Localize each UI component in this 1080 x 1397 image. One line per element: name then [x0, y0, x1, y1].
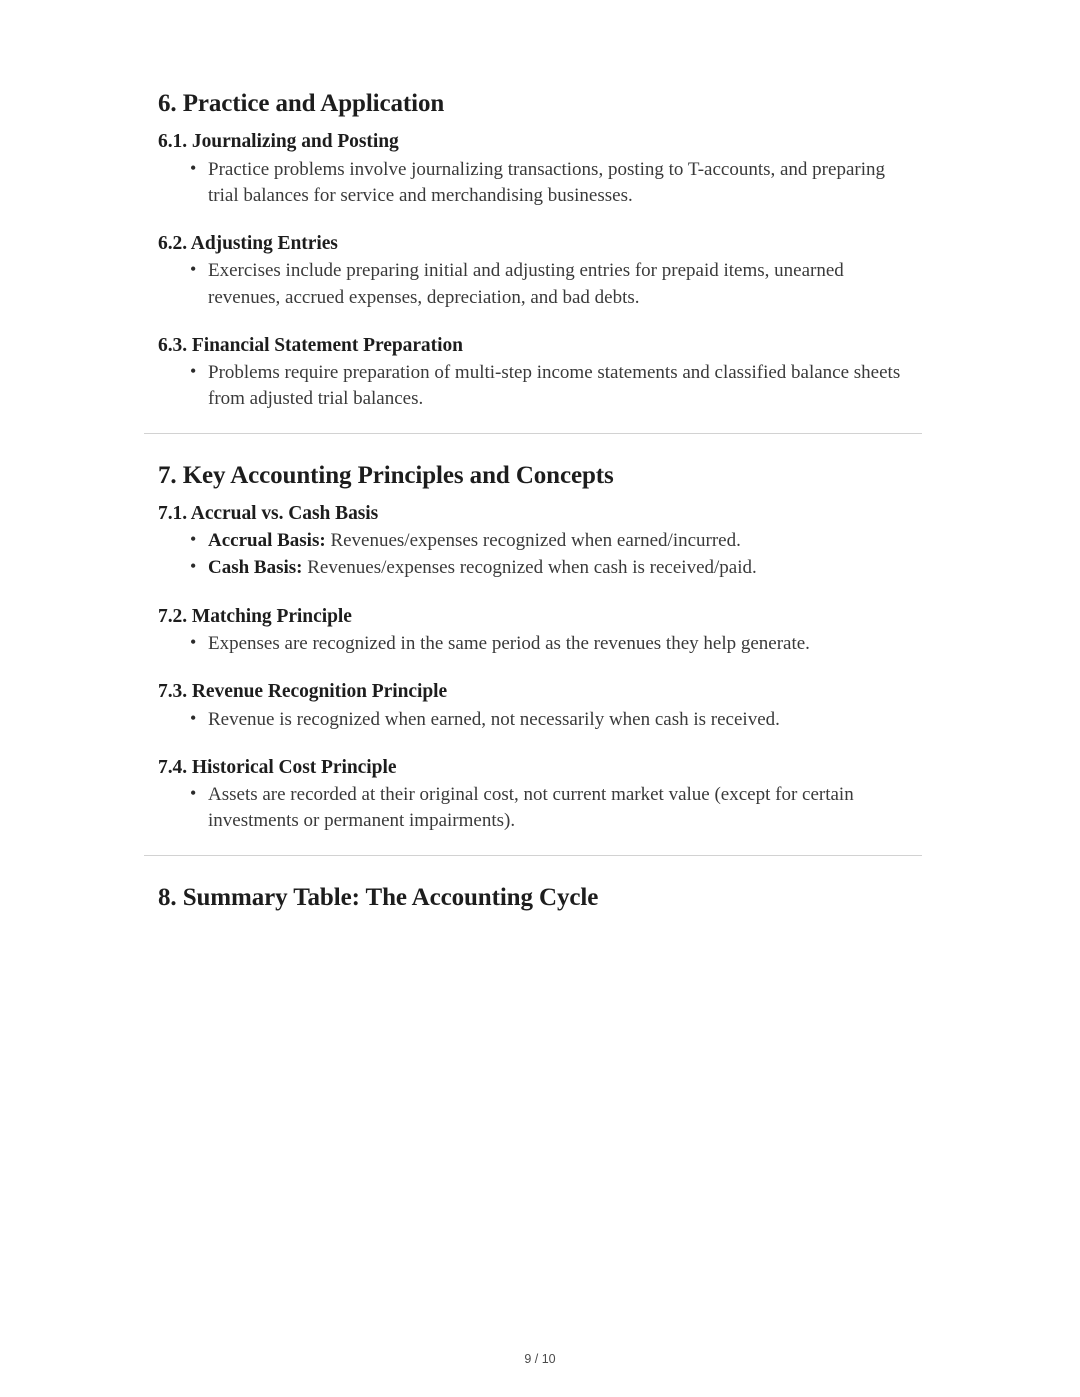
subsection-heading: 7.2. Matching Principle	[158, 605, 352, 627]
bullet-text: Assets are recorded at their original cost, not current market value (except for certain investments or permanent impairments).	[208, 784, 854, 832]
document-body	[158, 88, 916, 913]
document-subsection	[158, 129, 916, 209]
bullet-item	[158, 528, 916, 554]
bullet-list	[158, 157, 916, 209]
section-heading: 8. Summary Table: The Accounting Cycle	[158, 883, 599, 911]
bullet-label: Accrual Basis:	[208, 530, 326, 552]
bullet-label: Cash Basis:	[208, 557, 303, 579]
section-divider	[144, 433, 922, 434]
document-subsection	[158, 231, 916, 311]
bullet-list	[158, 360, 916, 412]
bullet-text: Revenues/expenses recognized when earned/incurred.	[330, 530, 741, 552]
bullet-item	[158, 631, 916, 657]
page-number-indicator: 9 / 10	[524, 1352, 556, 1366]
document-section	[158, 460, 916, 835]
document-subsection	[158, 755, 916, 835]
bullet-text: Problems require preparation of multi-step income statements and classified balance sheets from adjusted trial balances.	[208, 362, 901, 410]
subsection-heading: 6.3. Financial Statement Preparation	[158, 334, 463, 356]
bullet-list	[158, 782, 916, 834]
bullet-list	[158, 707, 916, 733]
page-footer	[0, 1352, 1080, 1366]
bullet-text: Exercises include preparing initial and adjusting entries for prepaid items, unearned revenues, accrued expenses, depreciation, and bad debts.	[208, 260, 844, 308]
section-heading: 6. Practice and Application	[158, 90, 445, 117]
document-subsection	[158, 333, 916, 413]
subsection-heading: 7.1. Accrual vs. Cash Basis	[158, 502, 379, 524]
subsection-heading: 6.2. Adjusting Entries	[158, 233, 338, 255]
section-divider	[144, 855, 922, 856]
subsection-heading: 7.3. Revenue Recognition Principle	[158, 681, 448, 703]
document-subsection	[158, 679, 916, 733]
subsection-heading: 6.1. Journalizing and Posting	[158, 131, 399, 153]
bullet-item	[158, 360, 916, 412]
bullet-item	[158, 707, 916, 733]
bullet-list	[158, 528, 916, 581]
bullet-text: Revenue is recognized when earned, not necessarily when cash is received.	[208, 708, 780, 730]
bullet-item	[158, 157, 916, 209]
subsection-heading: 7.4. Historical Cost Principle	[158, 756, 397, 778]
document-section	[158, 88, 916, 413]
bullet-text: Practice problems involve journalizing transactions, posting to T-accounts, and preparing trial balances for service and merchandising businesses.	[208, 158, 885, 206]
document-subsection	[158, 501, 916, 582]
bullet-list	[158, 631, 916, 657]
section-heading: 7. Key Accounting Principles and Concepts	[158, 461, 614, 489]
bullet-item	[158, 782, 916, 834]
bullet-item	[158, 555, 916, 581]
bullet-text: Expenses are recognized in the same period as the revenues they help generate.	[208, 632, 810, 654]
document-section	[158, 882, 916, 913]
bullet-list	[158, 258, 916, 310]
document-subsection	[158, 604, 916, 658]
bullet-item	[158, 258, 916, 310]
bullet-text: Revenues/expenses recognized when cash is received/paid.	[307, 557, 757, 579]
